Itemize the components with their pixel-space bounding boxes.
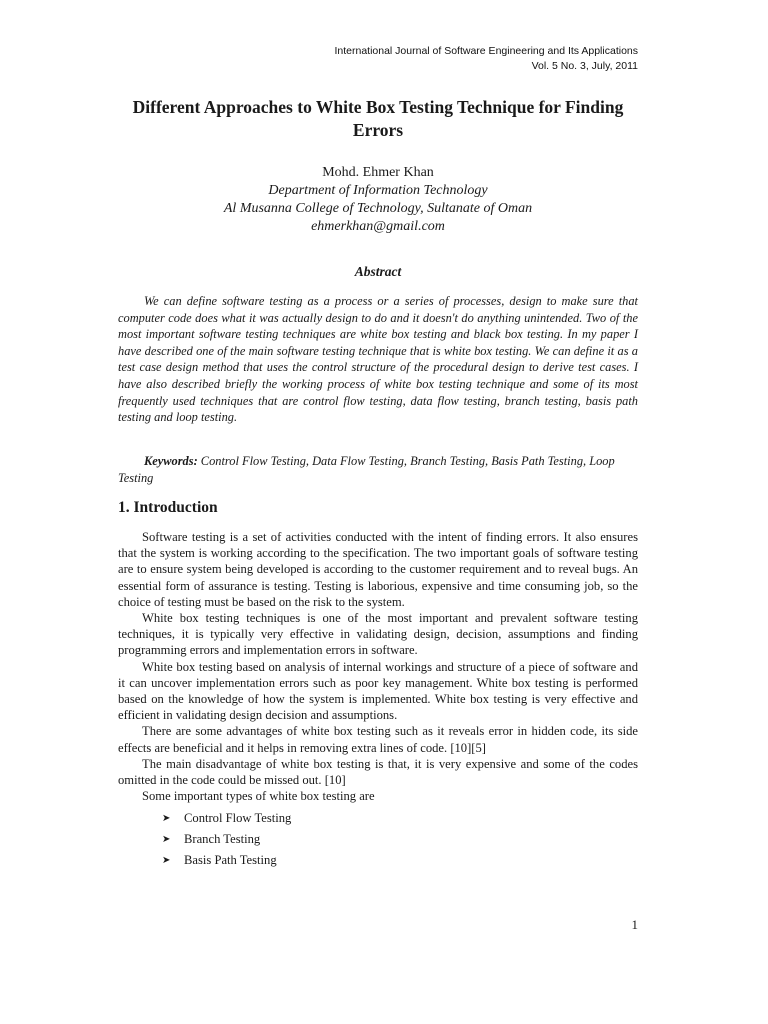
arrowhead-bullet-icon: ➤ (162, 813, 171, 825)
abstract-heading: Abstract (354, 264, 402, 279)
section-body (118, 529, 638, 871)
journal-issue: Vol. 5 No. 3, July, 2011 (531, 60, 638, 72)
keywords-label: Keywords: (144, 454, 198, 468)
list-item (162, 829, 638, 850)
paragraph: Software testing is a set of activities conducted with the intent of finding errors. It also ensures that the system is working according to the specification. The two important goals of software testing are to ensure system being developed is according to the customer requirement and to reveal bugs. An essential form of assurance is testing. Testing is laborious, expensive and time consuming job, so the choice of testing must be based on the risk to the system. (118, 530, 638, 609)
paragraph: The main disadvantage of white box testing is that, it is very expensive and some of the codes omitted in the code could be missed out. [10] (118, 756, 638, 788)
page-number: 1 (631, 917, 638, 932)
arrowhead-bullet-icon: ➤ (162, 834, 171, 846)
author-block (118, 164, 638, 236)
author-name: Mohd. Ehmer Khan (322, 165, 434, 180)
keywords-text: Control Flow Testing, Data Flow Testing, Branch Testing, Basis Path Testing, Loop Testing (118, 454, 615, 485)
paragraph: There are some advantages of white box testing such as it reveals error in hidden code, its side effects are beneficial and it helps in removing extra lines of code. [10][5] (118, 724, 638, 755)
journal-name: International Journal of Software Engineering and Its Applications (334, 45, 638, 57)
author-institution: Al Musanna College of Technology, Sultanate of Oman (223, 201, 533, 216)
paragraph: Some important types of white box testing are (142, 789, 375, 804)
paper-title: Different Approaches to White Box Testing Technique for Finding Errors (132, 97, 624, 140)
list-item (162, 808, 638, 829)
keywords (118, 453, 638, 486)
list-item (162, 850, 638, 871)
author-email: ehmerkhan@gmail.com (311, 219, 445, 234)
running-head (334, 44, 638, 74)
list-item-label: Control Flow Testing (184, 811, 292, 826)
section-heading: 1. Introduction (118, 499, 218, 516)
paragraph: White box testing techniques is one of the most important and prevalent software testing techniques, it is typically very effective in validating design, decision, assumptions and finding programming errors and implementation errors in software. (118, 611, 638, 658)
author-department: Department of Information Technology (268, 183, 488, 198)
abstract-text: We can define software testing as a process or a series of processes, design to make sure that computer code does what it was actually design to do and it doesn't do anything unintended. Two of the most important software testing techniques are white box testing and black box testing. In my paper I have described one of the main software testing technique that is white box testing. We can define it as a test case design method that uses the control structure of the procedural design to derive test cases. I have also described briefly the working process of white box testing technique and some of its most frequently used techniques that are control flow testing, data flow testing, branch testing, basis path testing and loop testing. (118, 294, 638, 425)
list-item-label: Branch Testing (184, 832, 261, 847)
paragraph: White box testing based on analysis of internal workings and structure of a piece of software and it can uncover implementation errors such as poor key management. White box testing is performed based on the knowledge of how the system is implemented. White box testing is very effective and efficient in validating design decision and assumptions. (118, 659, 638, 723)
arrowhead-bullet-icon: ➤ (162, 855, 171, 867)
bullet-list (118, 808, 638, 871)
list-item-label: Basis Path Testing (184, 853, 277, 868)
